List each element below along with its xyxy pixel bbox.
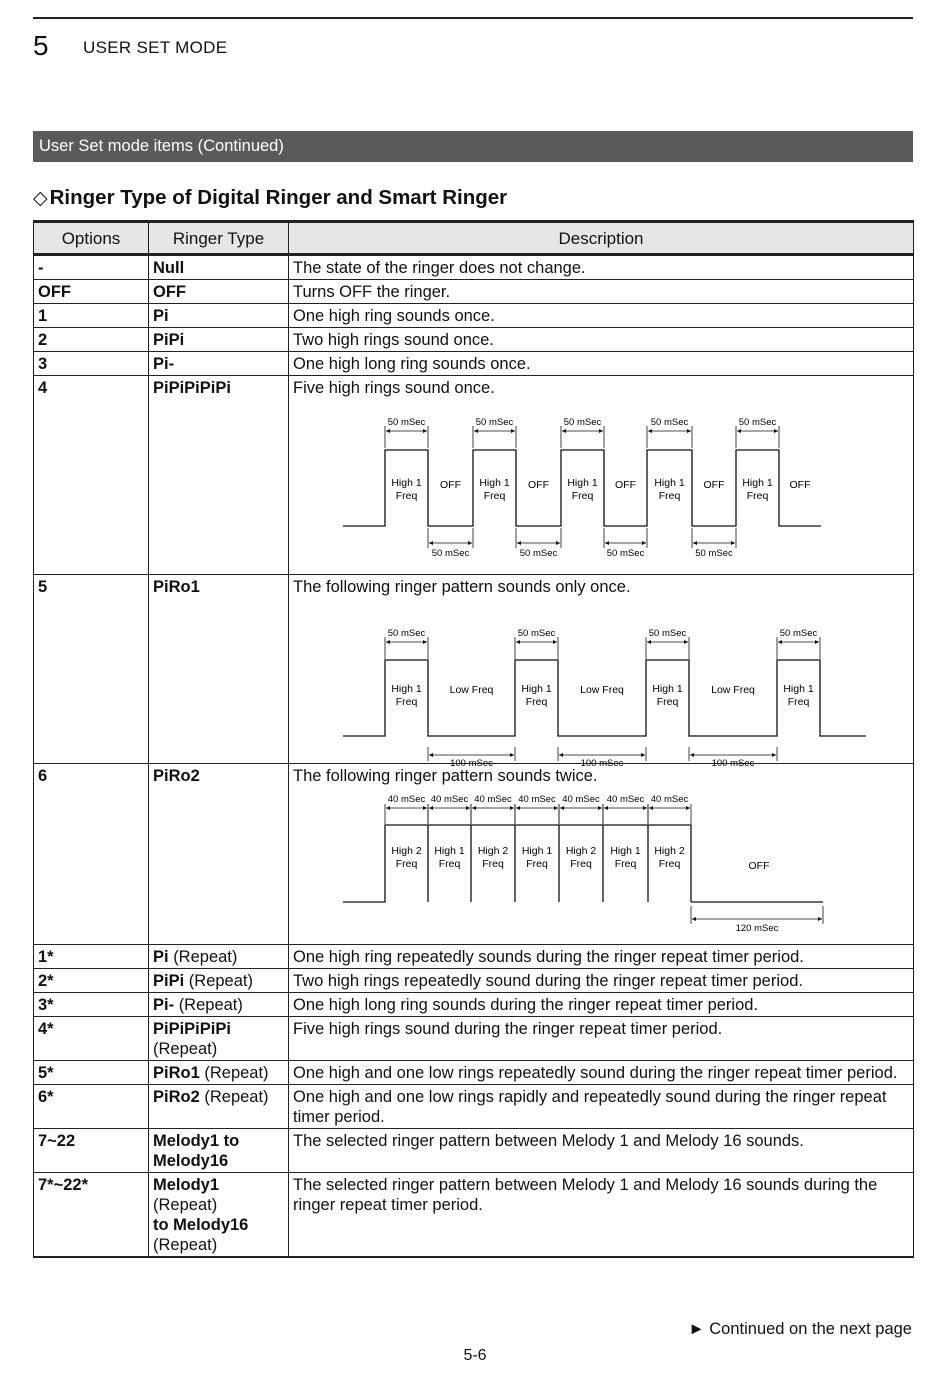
- bottom-duration-label: 100 mSec: [450, 758, 493, 769]
- gap-label: OFF: [789, 479, 811, 491]
- pulse-label: Freq: [482, 858, 504, 870]
- ringer-type-cell: [149, 1061, 289, 1085]
- table-row: [34, 945, 914, 969]
- gap-label: OFF: [703, 479, 725, 491]
- section-heading: [33, 186, 507, 210]
- continued-note: ► Continued on the next page: [688, 1320, 912, 1338]
- pulse-label: High 1: [479, 477, 510, 489]
- ringer-type-cell: Pi-: [149, 352, 289, 376]
- top-duration-label: 50 mSec: [779, 628, 818, 639]
- ringer-type-cell: [149, 1085, 289, 1129]
- section-bar-text: User Set mode items (Continued): [39, 137, 284, 155]
- description-cell: Five high rings sound during the ringer repeat timer period.: [289, 1017, 914, 1061]
- top-duration-label: 50 mSec: [563, 417, 602, 428]
- ringer-type-cell: PiPi: [149, 328, 289, 352]
- top-duration-label: 50 mSec: [517, 628, 556, 639]
- ringer-type-cell: [149, 1017, 289, 1061]
- top-duration-label: 40 mSec: [430, 794, 469, 805]
- pulse-label: High 2: [565, 845, 597, 857]
- table-row: [34, 255, 914, 280]
- option-cell: 4: [34, 376, 149, 575]
- pulse-label: Freq: [658, 490, 681, 502]
- top-duration-label: 40 mSec: [562, 794, 600, 805]
- section-bar: [33, 131, 913, 162]
- bottom-duration-label: 50 mSec: [606, 548, 645, 559]
- pulse-label: Freq: [526, 858, 548, 870]
- bottom-duration-label: 50 mSec: [519, 548, 558, 559]
- description-cell: One high ring sounds once.: [289, 304, 914, 328]
- pulse-label: Freq: [614, 858, 637, 870]
- top-duration-label: 50 mSec: [650, 417, 689, 428]
- description-cell: One high long ring sounds during the ringer repeat timer period.: [289, 993, 914, 1017]
- bottom-duration-label: 50 mSec: [431, 548, 470, 559]
- gap-label: OFF: [528, 479, 549, 491]
- pulse-label: Freq: [570, 858, 592, 870]
- description-cell: The selected ringer pattern between Melody 1 and Melody 16 sounds.: [289, 1129, 914, 1173]
- ringer-type-cell: PiRo2: [149, 764, 289, 945]
- ringer-type-name: PiPiPiPiPi: [153, 1020, 231, 1038]
- gap-label: OFF: [440, 479, 461, 491]
- pipipipipi-timing-diagram: [293, 400, 908, 573]
- pulse-label: Freq: [395, 490, 418, 502]
- pulse-label: High 1: [783, 683, 814, 695]
- option-cell: 6*: [34, 1085, 149, 1129]
- description-cell: [289, 575, 914, 769]
- description-cell: Two high rings repeatedly sound during the ringer repeat timer period.: [289, 969, 914, 993]
- repeat-suffix: (Repeat): [173, 948, 238, 966]
- description-cell: One high long ring sounds once.: [289, 352, 914, 376]
- table-row: [34, 764, 914, 945]
- pulse-label: Freq: [395, 858, 418, 870]
- table-row: [34, 328, 914, 352]
- page-number: 5-6: [463, 1347, 487, 1364]
- top-duration-label: 50 mSec: [387, 417, 426, 428]
- table-row: [34, 1173, 914, 1258]
- ringer-type-cell: [149, 993, 289, 1017]
- table-row: [34, 969, 914, 993]
- bottom-duration-label: 100 mSec: [711, 758, 755, 769]
- off-label: OFF: [748, 860, 770, 872]
- description-text: The following ringer pattern sounds twice.: [293, 767, 598, 785]
- table-row: [34, 280, 914, 304]
- ringer-type-name: Pi: [153, 948, 169, 966]
- pulse-label: High 1: [434, 845, 465, 857]
- gap-label: Low Freq: [449, 684, 494, 696]
- ringer-type-cell: Null: [149, 255, 289, 280]
- option-cell: 2*: [34, 969, 149, 993]
- pulse-label: High 2: [391, 845, 422, 857]
- pulse-label: High 1: [654, 477, 685, 489]
- pulse-label: High 1: [391, 683, 422, 695]
- pulse-label: High 1: [521, 845, 553, 857]
- ringer-type-name: PiRo1: [153, 1064, 200, 1082]
- pulse-label: Freq: [438, 858, 461, 870]
- ringer-type-cell: Melody1 to Melody16: [149, 1129, 289, 1173]
- gap-label: Low Freq: [580, 684, 624, 696]
- pulse-label: High 1: [742, 477, 773, 489]
- table-row: [34, 1017, 914, 1061]
- pulse-label: High 1: [610, 845, 641, 857]
- description-cell: Turns OFF the ringer.: [289, 280, 914, 304]
- ringer-type-name: PiRo2: [153, 1088, 200, 1106]
- description-cell: The selected ringer pattern between Melody 1 and Melody 16 sounds during the ringer repeat timer period.: [289, 1173, 914, 1258]
- ringer-type-cell: OFF: [149, 280, 289, 304]
- column-header-options: Options: [34, 222, 149, 255]
- table-row: [34, 993, 914, 1017]
- top-rule: [33, 17, 913, 19]
- repeat-suffix: (Repeat): [204, 1064, 269, 1082]
- option-cell: 3: [34, 352, 149, 376]
- column-header-description: Description: [289, 222, 914, 255]
- top-duration-label: 50 mSec: [387, 628, 426, 639]
- piro1-timing-diagram: [293, 599, 908, 769]
- top-duration-label: 50 mSec: [475, 417, 514, 428]
- top-duration-label: 50 mSec: [648, 628, 687, 639]
- top-duration-label: 40 mSec: [518, 794, 556, 805]
- gap-label: OFF: [615, 479, 636, 491]
- ringer-type-cell: [149, 945, 289, 969]
- ringer-type-name: Melody1: [153, 1176, 220, 1194]
- option-cell: 4*: [34, 1017, 149, 1061]
- table-row: [34, 1061, 914, 1085]
- option-cell: OFF: [34, 280, 149, 304]
- pulse-label: Freq: [395, 696, 418, 708]
- ringer-type-name-cont: to Melody16: [153, 1216, 249, 1234]
- pulse-label: Freq: [656, 696, 679, 708]
- ringer-type-cell: [149, 1173, 289, 1258]
- table-row: [34, 575, 914, 764]
- pulse-label: Freq: [787, 696, 810, 708]
- chapter-title: USER SET MODE: [83, 38, 228, 57]
- option-cell: 1*: [34, 945, 149, 969]
- description-cell: [289, 376, 914, 575]
- description-cell: The state of the ringer does not change.: [289, 255, 914, 280]
- top-duration-label: 40 mSec: [606, 794, 645, 805]
- heading-text: Ringer Type of Digital Ringer and Smart Ringer: [49, 186, 508, 209]
- column-header-ringer-type: Ringer Type: [149, 222, 289, 255]
- table-row: [34, 1129, 914, 1173]
- description-text: Five high rings sound once.: [293, 379, 495, 397]
- piro2-timing-diagram: [293, 788, 908, 943]
- option-cell: 2: [34, 328, 149, 352]
- gap-label: Low Freq: [711, 684, 755, 696]
- repeat-suffix: (Repeat): [153, 1236, 218, 1254]
- repeat-suffix: (Repeat): [188, 972, 253, 990]
- ringer-type-table: [33, 220, 914, 1258]
- ringer-type-name: PiPi: [153, 972, 185, 990]
- ringer-type-cell: Pi: [149, 304, 289, 328]
- table-row: [34, 376, 914, 575]
- ringer-type-cell: [149, 969, 289, 993]
- pulse-label: High 2: [654, 845, 685, 857]
- top-duration-label: 40 mSec: [650, 794, 689, 805]
- pulse-label: High 1: [567, 477, 598, 489]
- option-cell: 7~22: [34, 1129, 149, 1173]
- diamond-icon: ◇: [33, 188, 48, 209]
- bottom-duration-label: 100 mSec: [580, 758, 624, 769]
- description-cell: One high ring repeatedly sounds during the ringer repeat timer period.: [289, 945, 914, 969]
- bottom-duration-label: 50 mSec: [695, 548, 733, 559]
- description-cell: Two high rings sound once.: [289, 328, 914, 352]
- bottom-duration-label: 120 mSec: [735, 923, 779, 934]
- chapter-number: 5: [33, 30, 49, 61]
- option-cell: 1: [34, 304, 149, 328]
- description-cell: One high and one low rings rapidly and repeatedly sound during the ringer repeat timer period.: [289, 1085, 914, 1129]
- table-row: [34, 352, 914, 376]
- option-cell: 5*: [34, 1061, 149, 1085]
- description-text: The following ringer pattern sounds only once.: [293, 578, 631, 596]
- pulse-label: Freq: [483, 490, 506, 502]
- pulse-label: High 1: [652, 683, 683, 695]
- pulse-label: High 1: [521, 683, 552, 695]
- ringer-type-cell: PiPiPiPiPi: [149, 376, 289, 575]
- pulse-label: Freq: [658, 858, 681, 870]
- description-cell: One high and one low rings repeatedly sound during the ringer repeat timer period.: [289, 1061, 914, 1085]
- option-cell: 6: [34, 764, 149, 945]
- top-duration-label: 40 mSec: [387, 794, 426, 805]
- repeat-suffix: (Repeat): [153, 1196, 218, 1214]
- option-cell: 5: [34, 575, 149, 764]
- pulse-label: Freq: [525, 696, 548, 708]
- option-cell: -: [34, 255, 149, 280]
- description-cell: [289, 764, 914, 945]
- top-duration-label: 50 mSec: [738, 417, 777, 428]
- pulse-label: High 2: [477, 845, 509, 857]
- ringer-type-name: Pi-: [153, 996, 175, 1014]
- pulse-label: Freq: [746, 490, 769, 502]
- table-header-row: [34, 222, 914, 255]
- table-row: [34, 1085, 914, 1129]
- pulse-label: Freq: [571, 490, 594, 502]
- repeat-suffix: (Repeat): [178, 996, 243, 1014]
- repeat-suffix: (Repeat): [153, 1040, 218, 1058]
- ringer-type-cell: PiRo1: [149, 575, 289, 764]
- option-cell: 3*: [34, 993, 149, 1017]
- option-cell: 7*~22*: [34, 1173, 149, 1258]
- top-duration-label: 40 mSec: [474, 794, 512, 805]
- pulse-label: High 1: [391, 477, 422, 489]
- table-row: [34, 304, 914, 328]
- repeat-suffix: (Repeat): [204, 1088, 269, 1106]
